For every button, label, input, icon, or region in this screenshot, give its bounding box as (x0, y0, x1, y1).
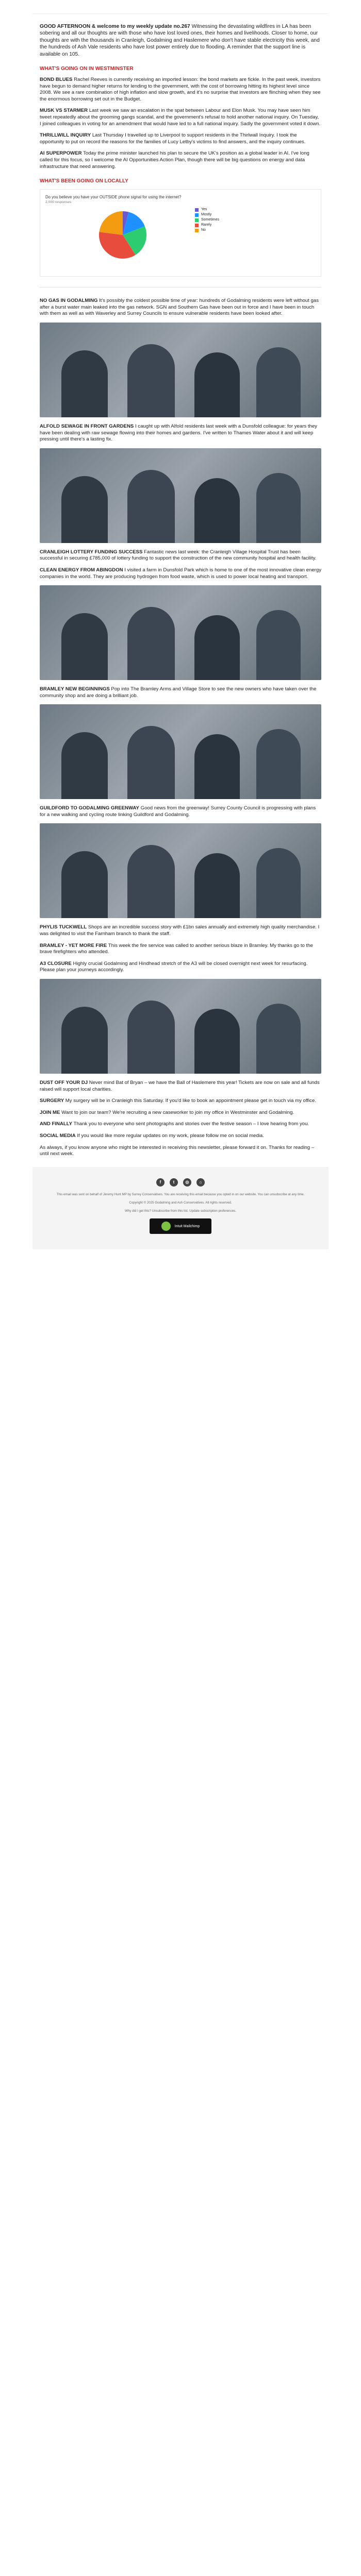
email-content (32, 14, 329, 1158)
legend-label: No (201, 228, 206, 232)
local-item-2 (40, 549, 321, 562)
chart-legend (195, 207, 219, 233)
top-bar (32, 0, 329, 14)
local-item-5 (40, 805, 321, 818)
local-item-11-text: Want to join our team? We're recruiting a new caseworker to join my office in Westminster and Godalming. (61, 1109, 294, 1115)
local-item-4 (40, 686, 321, 699)
westminster-item-0-text: Rachel Reeves is currently receiving an imported lesson: the bond markets are fickle. In the past week, investors have begun to demand higher returns for lending to the government, with the cost of borrowing hitting its highest level since 2008. We see a rare combination of high inflation and slow growth, and it's no surprise that investors are flinching when they see the enormous borrowing set out in the Budget. (40, 77, 321, 102)
westminster-item-3-text: Today the prime minister launched his plan to secure the UK's position as a global leader in AI. I've long called for this focus, so I welcome the AI Opportunities Action Plan, though there will be big questions on energy and data infrastructure that need answering. (40, 150, 309, 170)
legend-swatch (195, 224, 199, 227)
local-item-5-title: GUILDFORD TO GODALMING GREENWAY (40, 805, 139, 811)
local-item-6 (40, 924, 321, 937)
legend-swatch (195, 229, 199, 232)
local-item-6-title: PHYLIS TUCKWELL (40, 924, 87, 930)
westminster-item-0-title: BOND BLUES (40, 77, 73, 83)
footer-disclaimer: This email was sent on behalf of Jeremy Hunt MP by Surrey Conservatives. You are receiving this email because you opted in on our website. You can unsubscribe at any time. (56, 1192, 305, 1196)
westminster-list (40, 77, 321, 170)
local-item-13-text: If you would like more regular updates on my work, please follow me on social media. (77, 1133, 264, 1139)
westminster-section-title: WHAT'S GOING ON IN WESTMINSTER (40, 66, 134, 72)
local-item-8 (40, 961, 321, 974)
local-item-12-title: AND FINALLY (40, 1121, 73, 1127)
westminster-item-3-title: AI SUPERPOWER (40, 150, 82, 157)
legend-item (195, 223, 219, 228)
photo-5 (40, 823, 321, 918)
local-item-11 (40, 1110, 321, 1116)
footer-address: Copyright © 2025 Godalming and Ash Conservatives. All rights reserved. (129, 1200, 232, 1205)
westminster-item-2 (40, 132, 321, 145)
local-item-7-text: This week the fire service was called to another serious blaze in Bramley. My thanks go to the brave firefighters who attended. (40, 942, 313, 955)
pie-chart (45, 204, 179, 265)
local-item-0 (40, 298, 321, 317)
westminster-item-2-text: Last Thursday I travelled up to Liverpool to support residents in the Thirlwall Inquiry. I took the opportunity to put on record the reasons for the families of Lucy Letby's victims to find answers, and the inquiry continues. (40, 132, 306, 145)
local-item-0-text: It's possibly the coldest possible time of year: hundreds of Godalming residents were left without gas after a burst water main leaked into the gas network. SGN and Southern Gas have been out in force and I have been in touch with them as well as with Waverley and Surrey Councils to ensure vulnerable residents have been looked after. (40, 298, 319, 317)
local-item-9-text: Never mind Bat of Bryan – we have the Ball of Haslemere this year! Tickets are now on sale and all funds raised will support local charities. (40, 1080, 320, 1092)
website-icon[interactable]: ⌂ (196, 1178, 205, 1187)
photo-3 (40, 585, 321, 680)
westminster-item-1-text: Last week we saw an escalation in the spat between Labour and Elon Musk. You may have seen him tweet repeatedly about the grooming gangs scandal, and the government's refusal to hold another national inquiry. On Tuesday, I joined colleagues in voting for an amendment that would have led to a full national inquiry. Sadly the government voted it down. (40, 108, 321, 127)
legend-swatch (195, 218, 199, 222)
local-item-5-text: Good news from the greenway! Surrey County Council is progressing with plans for a new walking and cycling route linking Guildford and Godalming. (40, 805, 316, 818)
legend-item (195, 207, 219, 212)
social-icons (42, 1178, 319, 1187)
facebook-icon[interactable]: f (156, 1178, 165, 1187)
westminster-item-1 (40, 108, 321, 127)
local-item-11-title: JOIN ME (40, 1109, 60, 1115)
local-item-8-title: A3 CLOSURE (40, 960, 72, 967)
local-item-3-text: I visited a farm in Dunsfold Park which is home to one of the most innovative clean energy companies in the world. They are producing hydrogen from food waste, which is used to power local heating and transport. (40, 567, 321, 580)
photo-2 (40, 448, 321, 543)
email-container (32, 0, 329, 1249)
local-section-title: WHAT'S BEEN GOING ON LOCALLY (40, 178, 128, 184)
legend-swatch (195, 208, 199, 212)
legend-label: Yes (201, 208, 207, 212)
local-item-10 (40, 1098, 321, 1105)
local-item-13-title: SOCIAL MEDIA (40, 1133, 76, 1139)
legend-label: Rarely (201, 223, 212, 227)
local-item-8-text: Highly crucial Godalming and Hindhead stretch of the A3 will be closed overnight next week for resurfacing. Please plan your journeys accordingly. (40, 960, 308, 973)
local-item-9 (40, 1080, 321, 1093)
mailchimp-logo-icon (161, 1222, 171, 1231)
chart-subtitle: 2,000 responses (45, 200, 72, 205)
instagram-icon[interactable]: ◎ (183, 1178, 191, 1187)
legend-item (195, 217, 219, 223)
westminster-item-1-title: MUSK VS STARMER (40, 108, 88, 114)
local-item-1-title: ALFOLD SEWAGE IN FRONT GARDENS (40, 423, 134, 429)
local-item-9-title: DUST OFF YOUR DJ (40, 1080, 88, 1086)
greeting (40, 23, 321, 58)
local-item-2-title: CRANLEIGH LOTTERY FUNDING SUCCESS (40, 549, 143, 555)
local-item-0-title: NO GAS IN GODALMING (40, 298, 98, 304)
local-item-3-title: CLEAN ENERGY FROM ABINGDON (40, 567, 123, 573)
local-item-1-text: I caught up with Alfold residents last week with a Dunsfold colleague: for years they have been dealing with raw sewage flowing into their homes and gardens. I've written to Thames Water about it and will keep pressing until there's a lasting fix. (40, 423, 317, 443)
westminster-item-3 (40, 150, 321, 170)
photo-1 (40, 323, 321, 417)
local-item-12 (40, 1121, 321, 1128)
mailchimp-badge[interactable] (150, 1218, 211, 1234)
footer (32, 1167, 329, 1250)
pie-slice-no (99, 211, 123, 235)
legend-item (195, 212, 219, 217)
greeting-title: GOOD AFTERNOON & welcome to my weekly update no.267 (40, 24, 190, 29)
westminster-item-2-title: THRILLWILL INQUIRY (40, 132, 91, 139)
footer-links[interactable]: Why did I get this? Unsubscribe from this list. Update subscription preferences. (125, 1209, 236, 1213)
legend-swatch (195, 213, 199, 217)
mailchimp-badge-text: Intuit Mailchimp (174, 1224, 200, 1228)
local-item-4-text: Pop into The Bramley Arms and Village Store to see the new owners who have taken over the community shop and are doing a brilliant job. (40, 686, 317, 699)
legend-label: Sometimes (201, 218, 220, 222)
photo-6 (40, 979, 321, 1074)
local-item-7 (40, 943, 321, 956)
local-item-10-text: My surgery will be in Cranleigh this Saturday. If you'd like to book an appointment please get in touch via my office. (65, 1098, 316, 1104)
local-item-7-title: BRAMLEY - YET MORE FIRE (40, 942, 107, 948)
greeting-intro: Witnessing the devastating wildfires in LA has been sobering and all our thoughts are with those who have lost loved ones, their homes and livelihoods. Closer to home, our thoughts are with the thousands in Cranleigh, Godalming and Haslemere who don't have stable electricity this week, and the hundreds of Ash Vale residents who have lost power entirely due to flooding. A reminder that the support line is available on 105. (40, 24, 320, 57)
local-item-12-text: Thank you to everyone who sent photographs and stories over the festive season – I love hearing from you. (73, 1121, 309, 1127)
chart-title: Do you believe you have your OUTSIDE phone signal for using the internet? (45, 195, 182, 200)
legend-item (195, 228, 219, 233)
westminster-item-0 (40, 77, 321, 103)
photo-4 (40, 704, 321, 799)
twitter-icon[interactable]: t (170, 1178, 178, 1187)
local-item-10-title: SURGERY (40, 1098, 64, 1104)
legend-label: Mostly (201, 213, 212, 217)
local-item-3 (40, 567, 321, 580)
closing-note: As always, if you know anyone who might be interested in receiving this newsletter, please forward it on. Thanks for reading – until next week. (40, 1144, 315, 1157)
local-item-4-title: BRAMLEY NEW BEGINNINGS (40, 686, 110, 692)
local-item-1 (40, 423, 321, 443)
local-item-2-text: Fantastic news last week: the Cranleigh Village Hospital Trust has been successful in securing £785,000 of lottery funding to support the construction of the new community hospital and health facility. (40, 549, 317, 562)
local-item-6-text: Shops are an incredible success story with £1bn sales annually and extremely high quality merchandise. I was delighted to visit the Farnham branch to thank the staff. (40, 924, 320, 937)
survey-chart (40, 189, 321, 277)
local-item-13 (40, 1133, 321, 1140)
